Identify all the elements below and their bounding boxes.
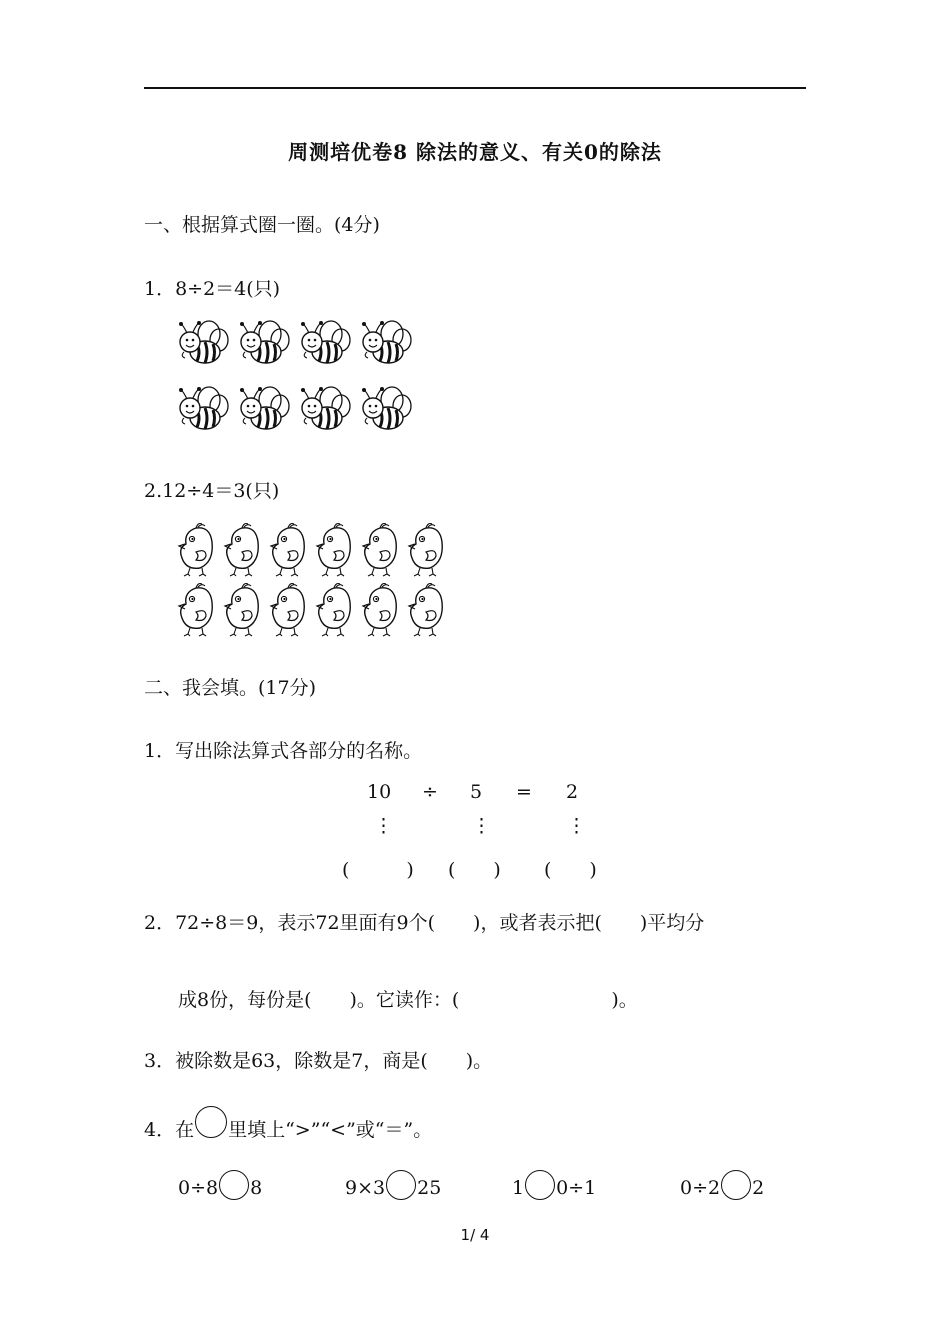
divisor-blank[interactable]: ( ) — [448, 859, 501, 881]
compare-right: 0÷1 — [556, 1177, 597, 1199]
compare-circle[interactable] — [386, 1170, 416, 1200]
compare-circle[interactable] — [525, 1170, 555, 1200]
chick-8 — [225, 584, 258, 637]
chick-3 — [271, 524, 304, 577]
chick-1 — [179, 524, 212, 577]
compare-circle[interactable] — [721, 1170, 751, 1200]
section2-question-4 — [144, 1106, 432, 1142]
division-sign: ÷ — [422, 781, 438, 803]
dividend-blank[interactable]: ( ) — [342, 859, 414, 881]
bee-group — [170, 318, 430, 446]
divisor: 5 — [470, 781, 483, 803]
bee-6 — [240, 387, 289, 429]
compare-right: 25 — [417, 1177, 442, 1199]
compare-item-3 — [512, 1170, 596, 1200]
bee-4 — [362, 321, 411, 363]
compare-left: 9×3 — [345, 1177, 386, 1199]
dividend: 10 — [367, 781, 392, 803]
section1-heading: 一、根据算式圈一圈。(4分) — [144, 214, 380, 236]
compare-right: 2 — [752, 1177, 765, 1199]
chick-4 — [317, 524, 350, 577]
quotient: 2 — [566, 781, 579, 803]
q4-suffix: 里填上“>”“<”或“＝”。 — [228, 1119, 433, 1141]
quotient-blank[interactable]: ( ) — [544, 859, 597, 881]
compare-left: 1 — [512, 1177, 525, 1199]
chick-9 — [271, 584, 304, 637]
bee-2 — [240, 321, 289, 363]
section1-question-1: 1．8÷2＝4(只) — [144, 278, 281, 300]
compare-item-4 — [680, 1170, 764, 1200]
chick-10 — [317, 584, 350, 637]
chick-7 — [179, 584, 212, 637]
chick-2 — [225, 524, 258, 577]
q4-prefix: 4．在 — [144, 1119, 195, 1141]
compare-left: 0÷2 — [680, 1177, 721, 1199]
compare-right: 8 — [250, 1177, 263, 1199]
chick-5 — [363, 524, 396, 577]
equals-sign: = — [516, 781, 532, 803]
page-title: 周测培优卷8 除法的意义、有关0的除法 — [288, 140, 662, 164]
chick-11 — [363, 584, 396, 637]
section2-question-1: 1．写出除法算式各部分的名称。 — [144, 740, 423, 762]
page-number: 1/ 4 — [460, 1226, 490, 1244]
compare-circle[interactable] — [219, 1170, 249, 1200]
bee-1 — [179, 321, 228, 363]
chick-12 — [409, 584, 442, 637]
compare-left: 0÷8 — [178, 1177, 219, 1199]
dividend-dots: ⋮ — [374, 815, 393, 837]
section1-question-2: 2.12÷4＝3(只) — [144, 480, 280, 502]
circle-icon — [195, 1106, 227, 1138]
bee-8 — [362, 387, 411, 429]
header-rule — [144, 87, 806, 89]
compare-item-2 — [345, 1170, 441, 1200]
compare-item-1 — [178, 1170, 262, 1200]
bee-7 — [301, 387, 350, 429]
section2-question-2-line2: 成8份，每份是( )。它读作：( )。 — [178, 989, 638, 1011]
bee-3 — [301, 321, 350, 363]
section2-question-3: 3．被除数是63，除数是7，商是( )。 — [144, 1050, 493, 1072]
section2-heading: 二、我会填。(17分) — [144, 677, 317, 699]
chick-6 — [409, 524, 442, 577]
quotient-dots: ⋮ — [567, 815, 586, 837]
chick-group — [170, 518, 455, 638]
section2-question-2-line1: 2．72÷8＝9，表示72里面有9个( )，或者表示把( )平均分 — [144, 912, 705, 934]
divisor-dots: ⋮ — [472, 815, 491, 837]
bee-5 — [179, 387, 228, 429]
